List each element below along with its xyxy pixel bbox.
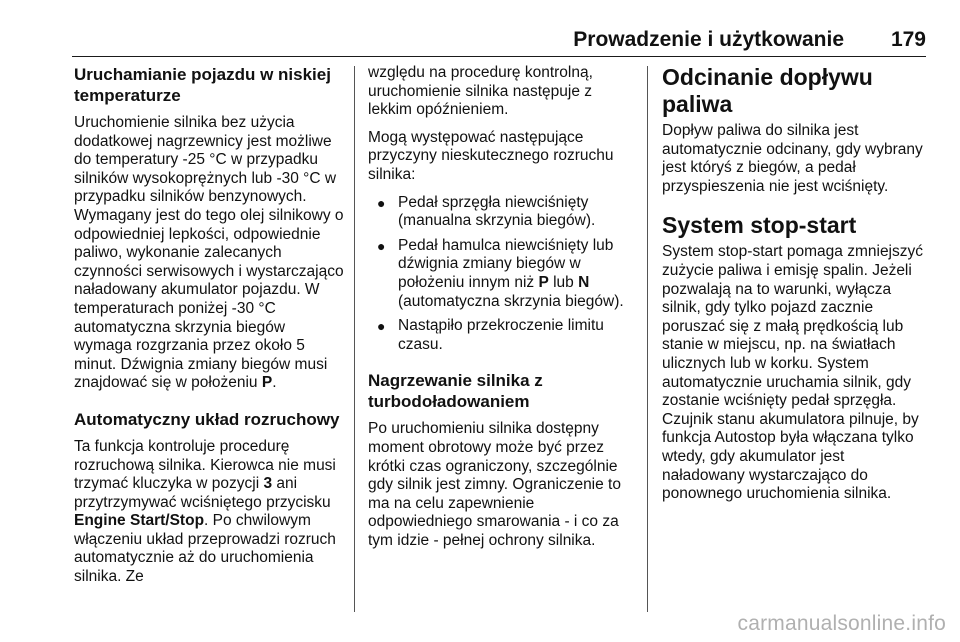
column-3 bbox=[662, 64, 930, 513]
bullet-icon: ● bbox=[377, 318, 386, 335]
heading-cold-start: Uruchamianie pojazdu w niskiej temperaturze bbox=[74, 65, 331, 105]
causes-list bbox=[368, 194, 638, 355]
header-title: Prowadzenie i użytkowanie bbox=[573, 28, 844, 51]
paragraph-turbo-warmup: Po uruchomieniu silnika dostępny moment obrotowy może być przez krótki czas ograniczony, szczególnie gdy silnik jest zimny. Ograniczenie to ma na celu zapewnienie odpowiedniego smarowania - i co za tym idzie - pełnej ochrony silnika. bbox=[368, 420, 621, 549]
watermark: carmanualsonline.info bbox=[737, 612, 946, 635]
page-header bbox=[72, 22, 926, 57]
column-2 bbox=[368, 64, 638, 559]
paragraph-causes: Mogą występować następujące przyczyny nieskutecznego rozruchu silnika: bbox=[368, 128, 614, 183]
column-1 bbox=[74, 64, 346, 596]
column-divider-2 bbox=[647, 66, 648, 612]
paragraph-fuel-cutoff: Dopływ paliwa do silnika jest automatycznie odcinany, gdy wybrany jest któryś z biegów, a pedał przyspieszenia nie jest wciśnięty. bbox=[662, 122, 923, 195]
column-divider-1 bbox=[354, 66, 355, 612]
list-item: ● Pedał hamulca niewciśnięty lub dźwignia zmiany biegów w położeniu innym niż P lub N (automatyczna skrzynia biegów). bbox=[377, 236, 624, 310]
paragraph-delay: względu na procedurę kontrolną, uruchomienie silnika następuje z lekkim opóźnieniem. bbox=[368, 64, 593, 119]
list-item: ● Nastąpiło przekroczenie limitu czasu. bbox=[377, 317, 604, 353]
bullet-icon: ● bbox=[377, 194, 386, 211]
heading-stop-start: System stop-start bbox=[662, 212, 857, 239]
bullet-icon: ● bbox=[377, 237, 386, 254]
heading-fuel-cutoff: Odcinanie dopływu paliwa bbox=[662, 64, 873, 117]
paragraph-auto-start: Ta funkcja kontroluje procedurę rozruchową silnika. Kierowca nie musi trzymać kluczyka w pozycji 3 ani przytrzymywać wciśniętego przycisku Engine Start/Stop. Po chwilowym włączeniu układ przeprowadzi rozruch automatycznie aż do uruchomienia silnika. Ze bbox=[74, 437, 336, 586]
paragraph-stop-start: System stop-start pomaga zmniejszyć zużycie paliwa i emisję spalin. Jeżeli pozwalają na to warunki, wyłącza silnik, gdy tylko pojazd zacznie poruszać się z małą prędkością lub stanie w miejscu, np. na światłach ulicznych lub w korku. System automatycznie uruchamia silnik, gdy zostanie wciśnięty pedał sprzęgła. Czujnik stanu akumulatora pilnuje, by funkcja Autostop była włączana tylko wtedy, gdy akumulator jest naładowany wystarczająco do ponownego uruchomienia silnika. bbox=[662, 243, 924, 503]
page-number: 179 bbox=[890, 28, 926, 51]
heading-turbo-warmup: Nagrzewanie silnika z turbodoładowaniem bbox=[368, 371, 543, 412]
paragraph-cold-start: Uruchomienie silnika bez użycia dodatkowej nagrzewnicy jest możliwe do temperatury -25 °C w przypadku silników wysokoprężnych lub -30 °C w przypadku silników benzynowych. Wymagany jest do tego olej silnikowy o odpowiedniej lepkości, odpowiednie paliwo, wykonanie zalecanych czynności serwisowych i wystarczająco naładowany akumulator pojazdu. W temperaturach poniżej -30 °C automatyczna skrzynia biegów wymaga rozgrzania przez około 5 minut. Dźwignia zmiany biegów musi znajdować się w położeniu P. bbox=[74, 114, 344, 392]
list-item: ● Pedał sprzęgła niewciśnięty (manualna skrzynia biegów). bbox=[377, 193, 596, 230]
heading-auto-start: Automatyczny układ rozruchowy bbox=[74, 409, 340, 429]
